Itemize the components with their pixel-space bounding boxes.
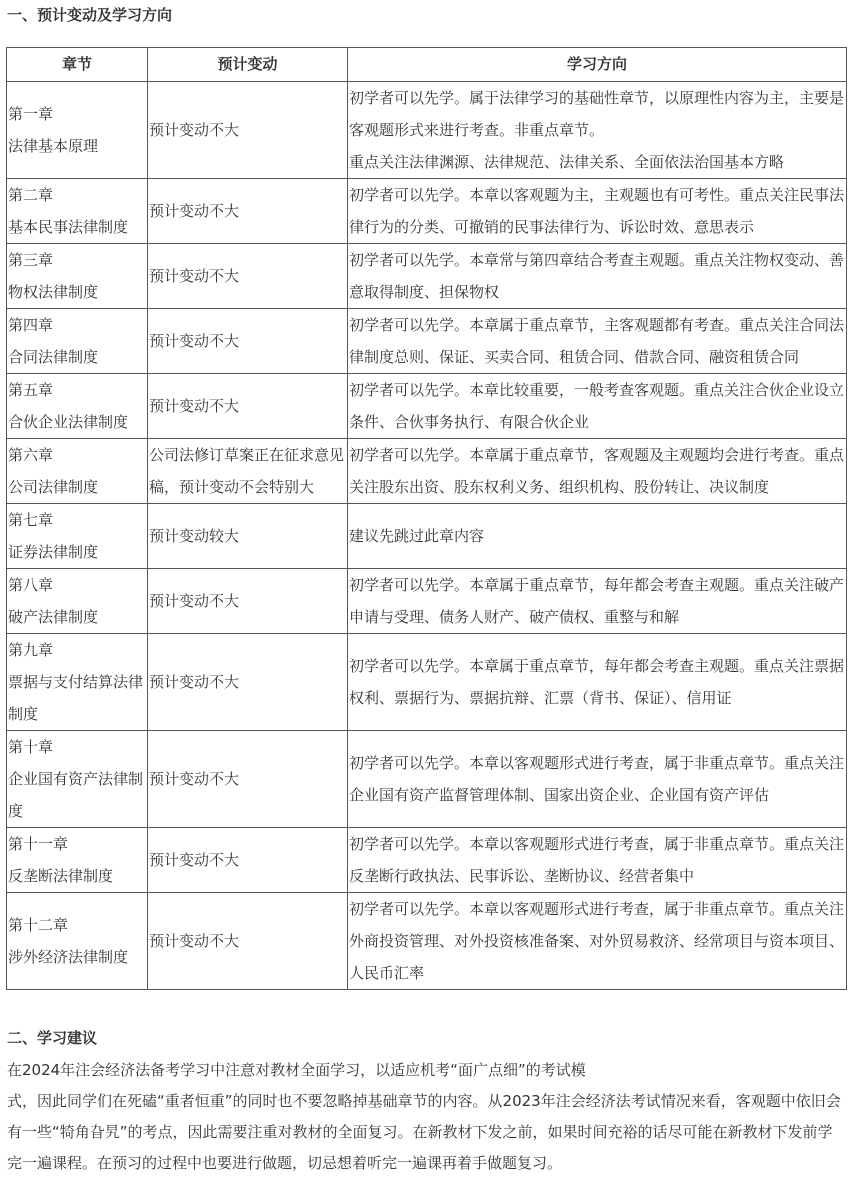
table-row [7,504,847,569]
table-row [7,439,847,504]
direction-cell [348,504,847,569]
chapter-cell [7,504,148,569]
direction-text: 初学者可以先学。本章属于重点章节，客观题及主观题均会进行考查。重点关注股东出资、股东权利义务、组织机构、股份转让、决议制度 [349,446,845,496]
table-row [7,309,847,374]
change-cell: 预计变动不大 [148,893,348,990]
table-row [7,179,847,244]
chapter-number: 第十一章 [8,835,69,853]
chapter-number: 第十二章 [8,916,69,934]
table-row [7,634,847,731]
change-cell: 预计变动不大 [148,731,348,828]
direction-cell [348,439,847,504]
chapter-name: 合伙企业法律制度 [8,413,129,431]
direction-cell [348,569,847,634]
chapter-name: 企业国有资产法律制度 [8,770,144,820]
direction-text: 初学者可以先学。本章比较重要，一般考查客观题。重点关注合伙企业设立条件、合伙事务执行、有限合伙企业 [349,381,845,431]
section-title-2: 二、学习建议 [7,1029,98,1047]
direction-cell [348,244,847,309]
table-row [7,82,847,179]
chapter-name: 基本民事法律制度 [8,218,129,236]
direction-cell [348,309,847,374]
direction-text: 初学者可以先学。本章常与第四章结合考查主观题。重点关注物权变动、善意取得制度、担保物权 [349,251,845,301]
chapter-name: 涉外经济法律制度 [8,948,129,966]
change-cell: 预计变动不大 [148,828,348,893]
chapter-name: 反垄断法律制度 [8,867,114,885]
direction-text: 初学者可以先学。本章以客观题形式进行考查，属于非重点章节。重点关注反垄断行政执法、民事诉讼、垄断协议、经营者集中 [349,835,845,885]
direction-cell [348,374,847,439]
table-row [7,828,847,893]
direction-cell [348,634,847,731]
chapter-cell [7,309,148,374]
chapter-number: 第九章 [8,641,54,659]
chapter-number: 第五章 [8,381,54,399]
chapter-cell [7,439,148,504]
direction-text: 初学者可以先学。本章以客观题形式进行考查，属于非重点章节。重点关注企业国有资产监督管理体制、国家出资企业、企业国有资产评估 [349,754,845,804]
header-direction: 学习方向 [348,48,847,82]
chapter-cell [7,634,148,731]
direction-text: 初学者可以先学。属于法律学习的基础性章节，以原理性内容为主，主要是客观题形式来进行考查。非重点章节。 [349,89,845,139]
direction-cell [348,179,847,244]
advice-paragraph-1: 在2024年注会经济法备考学习中注意对教材全面学习，以适应机考“面广点细”的考试模 [7,1061,586,1079]
chapter-name: 证券法律制度 [8,543,99,561]
chapter-cell [7,244,148,309]
direction-cell [348,828,847,893]
chapter-number: 第六章 [8,446,54,464]
table-row [7,731,847,828]
direction-cell [348,731,847,828]
change-cell: 公司法修订草案正在征求意见稿，预计变动不会特别大 [148,439,348,504]
section-title-1: 一、预计变动及学习方向 [7,6,173,24]
chapter-number: 第三章 [8,251,54,269]
chapter-name: 合同法律制度 [8,348,99,366]
chapter-cell [7,569,148,634]
change-cell: 预计变动不大 [148,244,348,309]
direction-cell [348,893,847,990]
table-header-row [7,48,847,82]
direction-text: 建议先跳过此章内容 [349,527,485,545]
direction-focus-text: 重点关注法律渊源、法律规范、法律关系、全面依法治国基本方略 [349,153,785,171]
chapter-number: 第十章 [8,738,54,756]
header-change: 预计变动 [148,48,348,82]
change-cell: 预计变动不大 [148,179,348,244]
chapter-number: 第四章 [8,316,54,334]
change-cell: 预计变动较大 [148,504,348,569]
direction-text: 初学者可以先学。本章以客观题为主，主观题也有可考性。重点关注民事法律行为的分类、可撤销的民事法律行为、诉讼时效、意思表示 [349,186,845,236]
change-cell: 预计变动不大 [148,634,348,731]
chapter-name: 公司法律制度 [8,478,99,496]
table-row [7,374,847,439]
direction-cell [348,82,847,179]
chapter-number: 第七章 [8,511,54,529]
direction-text: 初学者可以先学。本章属于重点章节，主客观题都有考查。重点关注合同法律制度总则、保证、买卖合同、租赁合同、借款合同、融资租赁合同 [349,316,845,366]
chapter-name: 物权法律制度 [8,283,99,301]
change-cell: 预计变动不大 [148,309,348,374]
study-table [6,47,847,990]
header-chapter: 章节 [7,48,148,82]
change-cell: 预计变动不大 [148,569,348,634]
chapter-name: 法律基本原理 [8,137,99,155]
direction-text: 初学者可以先学。本章以客观题形式进行考查，属于非重点章节。重点关注外商投资管理、对外投资核准备案、对外贸易救济、经常项目与资本项目、人民币汇率 [349,900,845,982]
table-row [7,893,847,990]
chapter-number: 第二章 [8,186,54,204]
change-cell: 预计变动不大 [148,82,348,179]
chapter-cell [7,731,148,828]
chapter-cell [7,374,148,439]
change-cell: 预计变动不大 [148,374,348,439]
chapter-cell [7,828,148,893]
direction-text: 初学者可以先学。本章属于重点章节，每年都会考查主观题。重点关注票据权利、票据行为、票据抗辩、汇票（背书、保证）、信用证 [349,657,845,707]
direction-text: 初学者可以先学。本章属于重点章节，每年都会考查主观题。重点关注破产申请与受理、债务人财产、破产债权、重整与和解 [349,576,845,626]
chapter-number: 第八章 [8,576,54,594]
advice-paragraph-2: 式，因此同学们在死磕“重者恒重”的同时也不要忽略掉基础章节的内容。从2023年注会经济法考试情况来看，客观题中依旧会有一些“犄角旮旯”的考点，因此需要注重对教材的全面复习。在新教材下发之前，如果时间充裕的话尽可能在新教材下发前学完一遍课程。在预习的过程中也要进行做题，切忌想着听完一遍课再着手做题复习。 [7,1092,841,1172]
chapter-name: 破产法律制度 [8,608,99,626]
table-row [7,569,847,634]
chapter-number: 第一章 [8,105,54,123]
table-row [7,244,847,309]
chapter-cell [7,179,148,244]
chapter-cell [7,893,148,990]
chapter-cell [7,82,148,179]
chapter-name: 票据与支付结算法律制度 [8,673,144,723]
